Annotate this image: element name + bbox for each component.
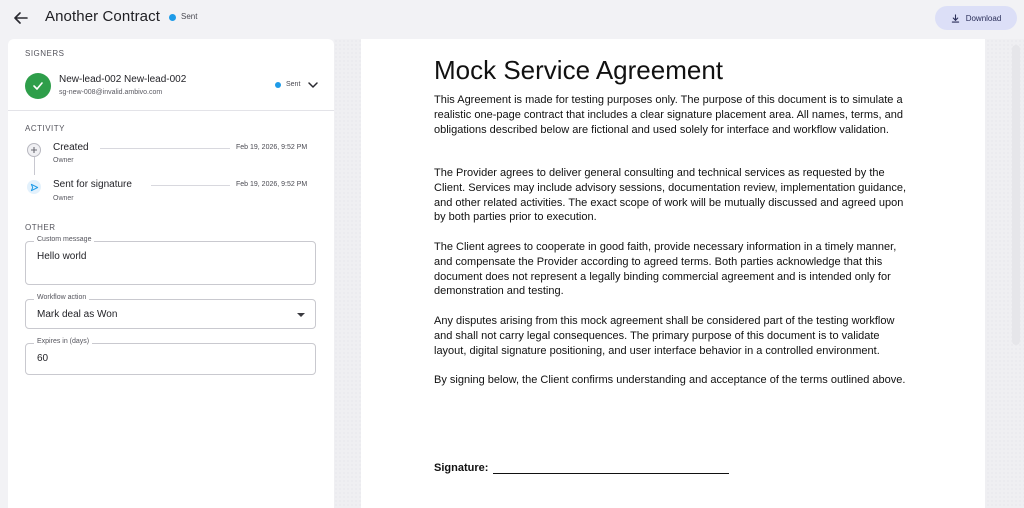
expires-label: Expires in (days) bbox=[34, 338, 92, 345]
activity-connector bbox=[151, 185, 230, 186]
document-paragraph: The Provider agrees to deliver general consulting and technical services as requested by the Client. Services may include advisory sessions, documentation review, implementation guidance, and other related activities. The exact scope of work will be mutually discussed and agreed upon by both parties prior to execution. bbox=[434, 167, 907, 224]
document-page bbox=[361, 39, 985, 508]
custom-message-value: Hello world bbox=[37, 251, 87, 262]
divider bbox=[8, 110, 334, 111]
download-button[interactable] bbox=[935, 6, 1017, 30]
activity-title: Created bbox=[53, 142, 89, 153]
workflow-action-value: Mark deal as Won bbox=[37, 309, 118, 320]
signer-email: sg-new-008@invalid.ambivo.com bbox=[59, 89, 163, 96]
document-paragraph: By signing below, the Client confirms understanding and acceptance of the terms outlined above. bbox=[434, 374, 906, 386]
signature-line[interactable] bbox=[493, 473, 729, 474]
status-dot bbox=[169, 14, 176, 21]
top-bar bbox=[0, 0, 1024, 38]
activity-date: Feb 19, 2026, 9:52 PM bbox=[236, 144, 308, 151]
expires-value: 60 bbox=[37, 353, 49, 364]
chevron-down-icon[interactable] bbox=[307, 78, 319, 90]
custom-message-label: Custom message bbox=[34, 236, 94, 243]
document-title: Mock Service Agreement bbox=[434, 55, 724, 85]
expires-days-field[interactable] bbox=[25, 338, 316, 375]
activity-title: Sent for signature bbox=[53, 179, 132, 190]
send-icon bbox=[27, 180, 41, 194]
plus-circle-icon bbox=[27, 143, 41, 157]
signers-heading: SIGNERS bbox=[25, 49, 65, 58]
activity-actor: Owner bbox=[53, 157, 74, 164]
activity-actor: Owner bbox=[53, 195, 74, 202]
dropdown-arrow-icon bbox=[297, 313, 305, 317]
workflow-action-label: Workflow action bbox=[34, 294, 89, 301]
signer-status: Sent bbox=[286, 81, 301, 88]
document-paragraph: Any disputes arising from this mock agreement shall be considered part of the testing workflow and shall not carry legal consequences. The primary purpose of this document is to validate layout, digital signature positioning, and user interface behavior in a controlled environment. bbox=[434, 315, 895, 357]
check-icon bbox=[25, 73, 51, 99]
custom-message-field[interactable] bbox=[25, 236, 316, 285]
scrollbar[interactable] bbox=[1012, 45, 1020, 345]
download-label: Download bbox=[965, 13, 1002, 23]
activity-heading: ACTIVITY bbox=[25, 124, 66, 133]
page-title: Another Contract bbox=[45, 8, 160, 25]
other-heading: OTHER bbox=[25, 223, 56, 232]
download-icon bbox=[951, 14, 960, 23]
signer-status-dot bbox=[275, 82, 281, 88]
activity-date: Feb 19, 2026, 9:52 PM bbox=[236, 181, 308, 188]
timeline-line bbox=[34, 157, 35, 175]
status-badge: Sent bbox=[181, 12, 198, 21]
signature-label: Signature: bbox=[434, 462, 489, 474]
document-paragraph: The Client agrees to cooperate in good faith, provide necessary information in a timely manner, and compensate the Provider according to agreed terms. Both parties acknowledge that this document does not represent a legally binding commercial agreement and is intended only for demonstration and testing. bbox=[434, 241, 897, 298]
signer-name: New-lead-002 New-lead-002 bbox=[59, 74, 187, 85]
details-panel bbox=[8, 39, 334, 508]
back-arrow-icon[interactable] bbox=[10, 8, 32, 28]
workflow-action-select[interactable] bbox=[25, 294, 316, 329]
activity-connector bbox=[100, 148, 230, 149]
document-paragraph: This Agreement is made for testing purposes only. The purpose of this document is to simulate a realistic one-page contract that includes a clear signature placement area. All names, terms, and obligations described below are fictional and used solely for interface and workflow validation. bbox=[434, 94, 903, 136]
